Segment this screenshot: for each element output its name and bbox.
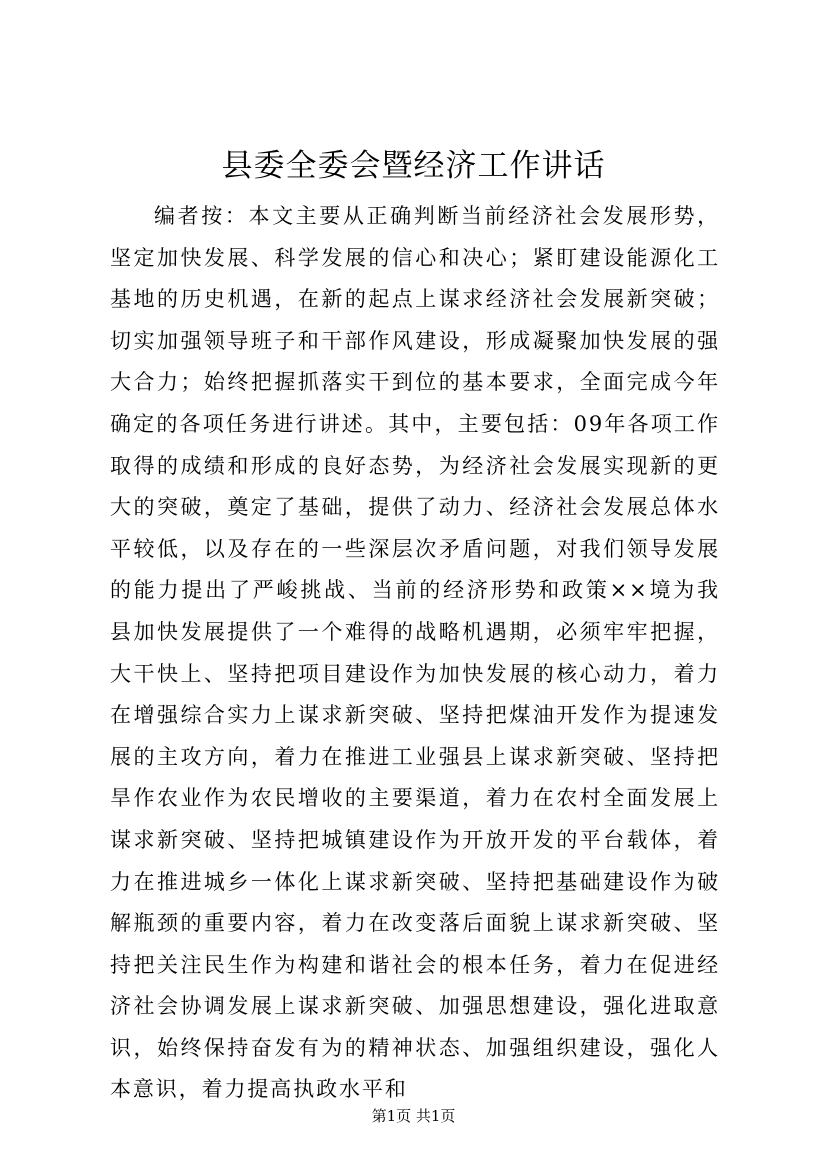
page-footer: 第1页 共1页 (371, 1107, 456, 1125)
document-title: 县委全委会暨经济工作讲话 (221, 148, 606, 184)
document-body-paragraph: 编者按：本文主要从正确判断当前经济社会发展形势，坚定加快发展、科学发展的信心和决心；紧盯建设能源化工基地的历史机遇，在新的起点上谋求经济社会发展新突破；切实加强领导班子和干部作风建设，形成凝聚加快发展的强大合力；始终把握抓落实干到位的基本要求，全面完成今年确定的各项任务进行讲述。其中，主要包括：09年各项工作取得的成绩和形成的良好态势，为经济社会发展实现新的更大的突破，奠定了基础，提供了动力、经济社会发展总体水平较低，以及存在的一些深层次矛盾问题，对我们领导发展的能力提出了严峻挑战、当前的经济形势和政策××境为我县加快发展提供了一个难得的战略机遇期，必须牢牢把握，大干快上、坚持把项目建设作为加快发展的核心动力，着力在增强综合实力上谋求新突破、坚持把煤油开发作为提速发展的主攻方向，着力在推进工业强县上谋求新突破、坚持把旱作农业作为农民增收的主要渠道，着力在农村全面发展上谋求新突破、坚持把城镇建设作为开放开发的平台载体，着力在推进城乡一体化上谋求新突破、坚持把基础建设作为破解瓶颈的重要内容，着力在改变落后面貌上谋求新突破、坚持把关注民生作为构建和谐社会的根本任务，着力在促进经济社会协调发展上谋求新突破、加强思想建设，强化进取意识，始终保持奋发有为的精神状态、加强组织建设，强化人本意识，着力提高执政水平和 (110, 204, 720, 1102)
